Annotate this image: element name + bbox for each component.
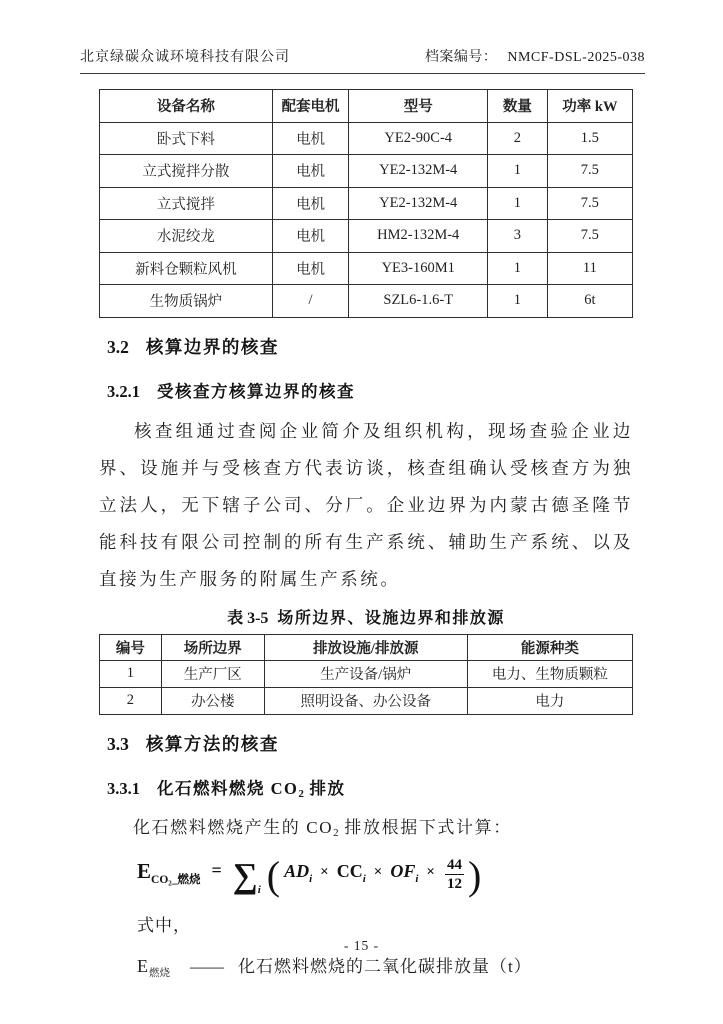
- table-row: [100, 220, 633, 253]
- column-header: 数量: [488, 90, 548, 123]
- table-row: [100, 252, 633, 285]
- sigma-index: i: [257, 883, 261, 896]
- column-header: 功率 kW: [547, 90, 632, 123]
- boundary-paragraph: 核查组通过查阅企业简介及组织机构，现场查验企业边界、设施并与受核查方代表访谈，核查组确认受核查方为独立法人，无下辖子公司、分厂。企业边界为内蒙古德圣隆节能科技有限公司控制的所有生产系统、辅助生产系统、以及直接为生产服务的附属生产系统。: [99, 420, 633, 589]
- column-header: 配套电机: [272, 90, 349, 123]
- doc-number-value: NMCF-DSL-2025-038: [507, 50, 645, 65]
- table-caption-title: 场所边界、设施边界和排放源: [277, 609, 505, 627]
- times-sign: ×: [320, 863, 329, 880]
- table-row: [100, 155, 633, 188]
- term-cc: CC: [336, 860, 363, 881]
- times-sign: ×: [373, 863, 383, 880]
- column-header: 能源种类: [467, 634, 632, 660]
- table-cell: 生产厂区: [161, 660, 264, 687]
- doc-number-label: 档案编号：: [424, 50, 498, 65]
- document-body: [99, 89, 633, 980]
- equals-sign: =: [211, 859, 222, 880]
- fraction-numerator: 44: [446, 856, 462, 873]
- table-cell: YE2-132M-4: [349, 187, 488, 220]
- formula-lhs-subscript: CO₂_燃烧: [151, 873, 201, 886]
- company-name: 北京绿碳众诚环境科技有限公司: [80, 50, 290, 65]
- table-cell: 7.5: [547, 155, 632, 188]
- where-label: 式中，: [137, 915, 191, 935]
- term-of: OF: [390, 860, 416, 881]
- page-number: - 15 -: [343, 938, 380, 953]
- boundary-table: [99, 634, 633, 715]
- table-cell: 电机: [272, 220, 349, 253]
- table-row: [100, 122, 633, 155]
- formula-co2-combustion: [137, 852, 633, 899]
- table-cell: HM2-132M-4: [349, 220, 488, 253]
- close-paren: ): [467, 852, 482, 898]
- doc-number-group: [425, 46, 645, 66]
- times-sign: ×: [426, 863, 435, 880]
- table-cell: 3: [488, 220, 548, 253]
- section-heading-3-2-1: [107, 378, 633, 402]
- table-cell: 7.5: [547, 187, 632, 220]
- column-header: 型号: [349, 90, 488, 123]
- table-cell: 1: [488, 285, 548, 318]
- table-cell: 办公楼: [161, 687, 264, 714]
- table-cell: 1: [488, 252, 548, 285]
- column-header: 场所边界: [161, 634, 264, 660]
- fraction-44-12: [445, 856, 464, 893]
- table-cell: 新料仓颗粒风机: [100, 252, 273, 285]
- table-cell: 电力: [467, 687, 632, 714]
- open-paren: (: [266, 852, 281, 898]
- definition-symbol: E: [137, 955, 149, 976]
- table-3-5-caption: [99, 605, 633, 628]
- section-title: 核算方法的核查: [145, 733, 279, 754]
- table-cell: 电机: [272, 155, 349, 188]
- table-cell: 1: [488, 155, 548, 188]
- table-cell: 生物质锅炉: [100, 285, 273, 318]
- table-cell: YE3-160M1: [349, 252, 488, 285]
- co2-subscript: 2: [333, 826, 339, 839]
- section-title: 受核查方核算边界的核查: [157, 381, 355, 401]
- section-heading-3-3: [107, 731, 633, 756]
- table-caption-label: 表 3-5: [227, 609, 269, 627]
- fraction-denominator: 12: [446, 875, 462, 892]
- table-cell: 电机: [272, 252, 349, 285]
- table-row: [100, 285, 633, 318]
- table-cell: 6t: [547, 285, 632, 318]
- table-cell: 7.5: [547, 220, 632, 253]
- table-cell: 1: [100, 660, 162, 687]
- section-number: 3.3: [107, 733, 129, 754]
- definition-e-combustion: [137, 952, 633, 980]
- table-row: [100, 660, 633, 687]
- table-row: [100, 187, 633, 220]
- equipment-header-row: [100, 90, 633, 123]
- table-cell: 水泥绞龙: [100, 220, 273, 253]
- table-cell: /: [272, 285, 349, 318]
- sigma-symbol: ∑: [232, 855, 258, 895]
- table-cell: 生产设备/锅炉: [264, 660, 467, 687]
- section-heading-3-2: [107, 334, 633, 359]
- term-ad-subscript: i: [309, 872, 313, 885]
- page-header: [80, 0, 645, 74]
- table-cell: 1: [488, 187, 548, 220]
- term-ad: AD: [284, 860, 310, 881]
- table-cell: YE2-90C-4: [349, 122, 488, 155]
- section-title: 核算边界的核查: [145, 336, 279, 357]
- column-header: 编号: [100, 634, 162, 660]
- section-number: 3.3.1: [107, 778, 140, 798]
- table-cell: YE2-132M-4: [349, 155, 488, 188]
- section-number: 3.2.1: [107, 381, 140, 401]
- column-header: 排放设施/排放源: [264, 634, 467, 660]
- table-cell: 照明设备、办公设备: [264, 687, 467, 714]
- table-cell: 电机: [272, 122, 349, 155]
- formula-intro-paragraph: 化石燃料燃烧产生的 CO2 排放根据下式计算：: [133, 817, 512, 839]
- table-cell: 1.5: [547, 122, 632, 155]
- column-header: 设备名称: [100, 90, 273, 123]
- table-cell: 2: [488, 122, 548, 155]
- definition-dash: ——: [190, 956, 224, 976]
- section-heading-3-3-1: [107, 775, 633, 800]
- definition-symbol-subscript: 燃烧: [149, 967, 170, 979]
- table-cell: 电机: [272, 187, 349, 220]
- equipment-table: [99, 89, 633, 318]
- table-cell: SZL6-1.6-T: [349, 285, 488, 318]
- formula-lhs-base: E: [137, 858, 152, 883]
- table-cell: 立式搅拌: [100, 187, 273, 220]
- section-title: 化石燃料燃烧 CO2 排放: [157, 778, 346, 800]
- table-cell: 11: [547, 252, 632, 285]
- co2-subscript: 2: [298, 787, 304, 800]
- table-cell: 电力、生物质颗粒: [467, 660, 632, 687]
- table-row: [100, 687, 633, 714]
- section-number: 3.2: [107, 336, 129, 357]
- term-cc-subscript: i: [362, 872, 366, 885]
- table-cell: 卧式下料: [100, 122, 273, 155]
- table-cell: 2: [100, 687, 162, 714]
- term-of-subscript: i: [415, 872, 419, 885]
- boundary-header-row: [100, 634, 633, 660]
- definition-text: 化石燃料燃烧的二氧化碳排放量（t）: [238, 956, 532, 976]
- table-cell: 立式搅拌分散: [100, 155, 273, 188]
